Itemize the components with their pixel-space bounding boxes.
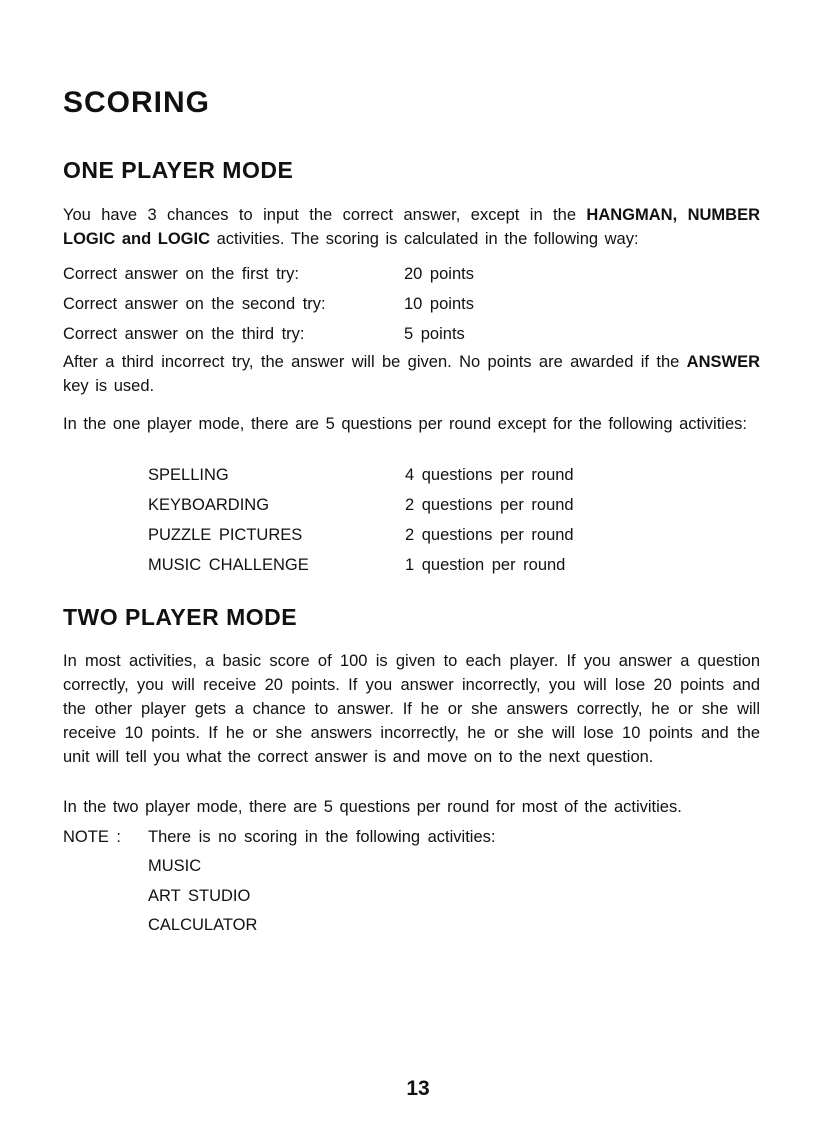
two-player-paragraph: In most activities, a basic score of 100 is given to each player. If you answer a question correctly, you will receive 20 points. If you answer incorrectly, you will lose 20 points and the other player gets a chance to answer. If he or she answers correctly, he or she will receive 10 points. If he or she answers incorrectly, he or she will lose 10 points and the unit will tell you what the correct answer is and move on to the next question.	[63, 652, 760, 766]
exception-count: 1 question per round	[405, 556, 566, 574]
exception-activity: MUSIC CHALLENGE	[148, 556, 309, 574]
two-player-heading: TWO PLAYER MODE	[63, 604, 298, 630]
two-player-questions-text: In the two player mode, there are 5 questions per round for most of the activities.	[63, 798, 682, 816]
no-scoring-activity: MUSIC	[148, 857, 202, 875]
score-label: Correct answer on the third try:	[63, 325, 305, 343]
intro-text-pre: You have 3 chances to input the correct answer, except in the	[63, 206, 587, 224]
exception-activity: SPELLING	[148, 466, 229, 484]
one-player-heading: ONE PLAYER MODE	[63, 157, 294, 183]
exception-row	[148, 493, 574, 517]
exception-activity: KEYBOARDING	[148, 496, 270, 514]
exception-activity: PUZZLE PICTURES	[148, 526, 303, 544]
exception-row	[148, 463, 574, 487]
score-points: 10 points	[404, 295, 474, 313]
after-third-try-text	[63, 350, 760, 398]
one-player-questions-text: In the one player mode, there are 5 questions per round except for the following activities:	[63, 415, 747, 433]
page-title: SCORING	[63, 86, 211, 119]
intro-text-bold: HANGMAN, NUMBER LOGIC and LOGIC	[63, 206, 760, 248]
exception-row	[148, 523, 574, 547]
score-points: 20 points	[404, 265, 474, 283]
after-text-post: key is used.	[63, 377, 155, 395]
score-row	[63, 322, 465, 346]
no-scoring-activity: CALCULATOR	[148, 916, 258, 934]
score-row	[63, 292, 474, 316]
score-label: Correct answer on the second try:	[63, 295, 326, 313]
no-scoring-activity: ART STUDIO	[148, 887, 251, 905]
page-number: 13	[406, 1077, 430, 1100]
exception-count: 4 questions per round	[405, 466, 574, 484]
intro-text-post: activities. The scoring is calculated in the following way:	[210, 230, 639, 248]
exception-count: 2 questions per round	[405, 526, 574, 544]
note-text: There is no scoring in the following activities:	[148, 828, 496, 846]
one-player-intro	[63, 203, 760, 251]
score-row	[63, 262, 474, 286]
score-label: Correct answer on the first try:	[63, 265, 299, 283]
exception-row	[148, 553, 566, 577]
note-label: NOTE :	[63, 828, 122, 846]
answer-key-label: ANSWER	[686, 353, 760, 371]
exception-count: 2 questions per round	[405, 496, 574, 514]
after-text-pre: After a third incorrect try, the answer will be given. No points are awarded if the	[63, 353, 687, 371]
score-points: 5 points	[404, 325, 465, 343]
